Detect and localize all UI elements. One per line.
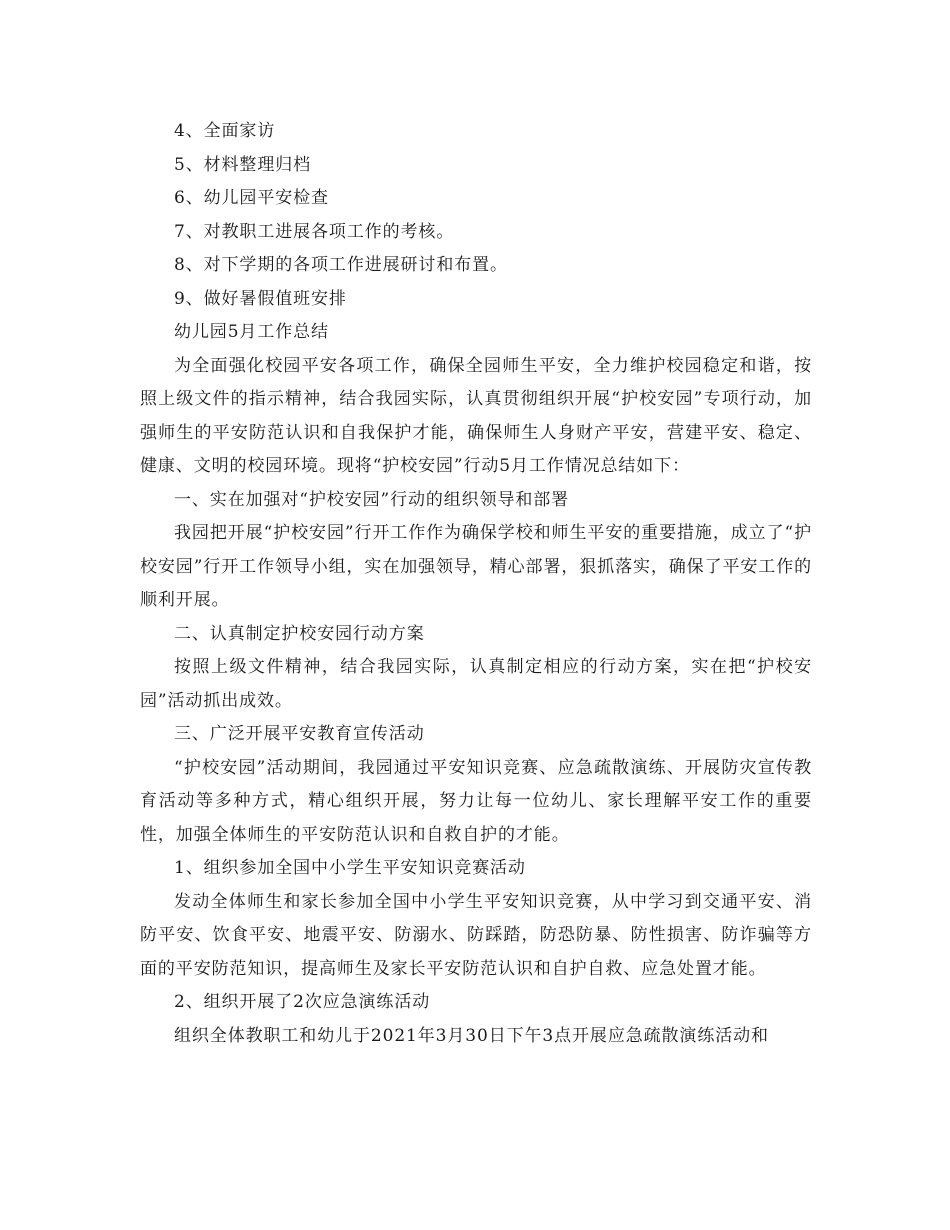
heading-two: 二、认真制定护校安园行动方案 bbox=[174, 623, 425, 644]
heading-three: 三、广泛开展平安教育宣传活动 bbox=[174, 724, 425, 744]
document-body bbox=[140, 115, 812, 1053]
subheading-1: 1、组织参加全国中小学生平安知识竞赛活动 bbox=[174, 858, 526, 878]
list-item-9: 9、做好暑假值班安排 bbox=[174, 288, 347, 309]
list-item-7: 7、对教职工进展各项工作的考核。 bbox=[174, 221, 455, 242]
heading-one: 一、实在加强对“护校安园”行动的组织领导和部署 bbox=[174, 489, 570, 510]
list-item-8: 8、对下学期的各项工作进展研讨和布置。 bbox=[174, 255, 508, 275]
paragraph-sub-1: 发动全体师生和家长参加全国中小学生平安知识竞赛，从中学习到交通平安、消防平安、饮食平安、地震平安、防溺水、防踩踏，防恐防暴、防性损害、防诈骗等方面的平安防范知识，提高师生及家长平安防范认识和自护自救、应急处置才能。 bbox=[140, 891, 812, 979]
paragraph-one: 我园把开展“护校安园”行开工作作为确保学校和师生平安的重要措施，成立了“护校安园”行开工作领导小组，实在加强领导，精心部署，狠抓落实，确保了平安工作的顺利开展。 bbox=[140, 523, 812, 610]
list-item-5: 5、材料整理归档 bbox=[174, 154, 312, 175]
list-item-4: 4、全面家访 bbox=[174, 121, 276, 141]
list-item-6: 6、幼儿园平安检查 bbox=[174, 188, 329, 208]
subheading-2: 2、组织开展了2次应急演练活动 bbox=[174, 992, 431, 1012]
intro-paragraph: 为全面强化校园平安各项工作，确保全园师生平安，全力维护校园稳定和谐，按照上级文件的指示精神，结合我园实际，认真贯彻组织开展“护校安园”专项行动，加强师生的平安防范认识和自我保护才能，确保师生人身财产平安，营建平安、稳定、健康、文明的校园环境。现将“护校安园”行动5月工作情况总结如下： bbox=[140, 355, 812, 476]
paragraph-two: 按照上级文件精神，结合我园实际，认真制定相应的行动方案，实在把“护校安园”活动抓出成效。 bbox=[140, 657, 812, 711]
section-title: 幼儿园5月工作总结 bbox=[174, 322, 329, 342]
paragraph-sub-2: 组织全体教职工和幼儿于2021年3月30日下午3点开展应急疏散演练活动和 bbox=[174, 1025, 769, 1046]
paragraph-three: “护校安园”活动期间，我园通过平安知识竞赛、应急疏散演练、开展防灾宣传教育活动等多种方式，精心组织开展，努力让每一位幼儿、家长理解平安工作的重要性，加强全体师生的平安防范认识和自救自护的才能。 bbox=[140, 757, 812, 845]
